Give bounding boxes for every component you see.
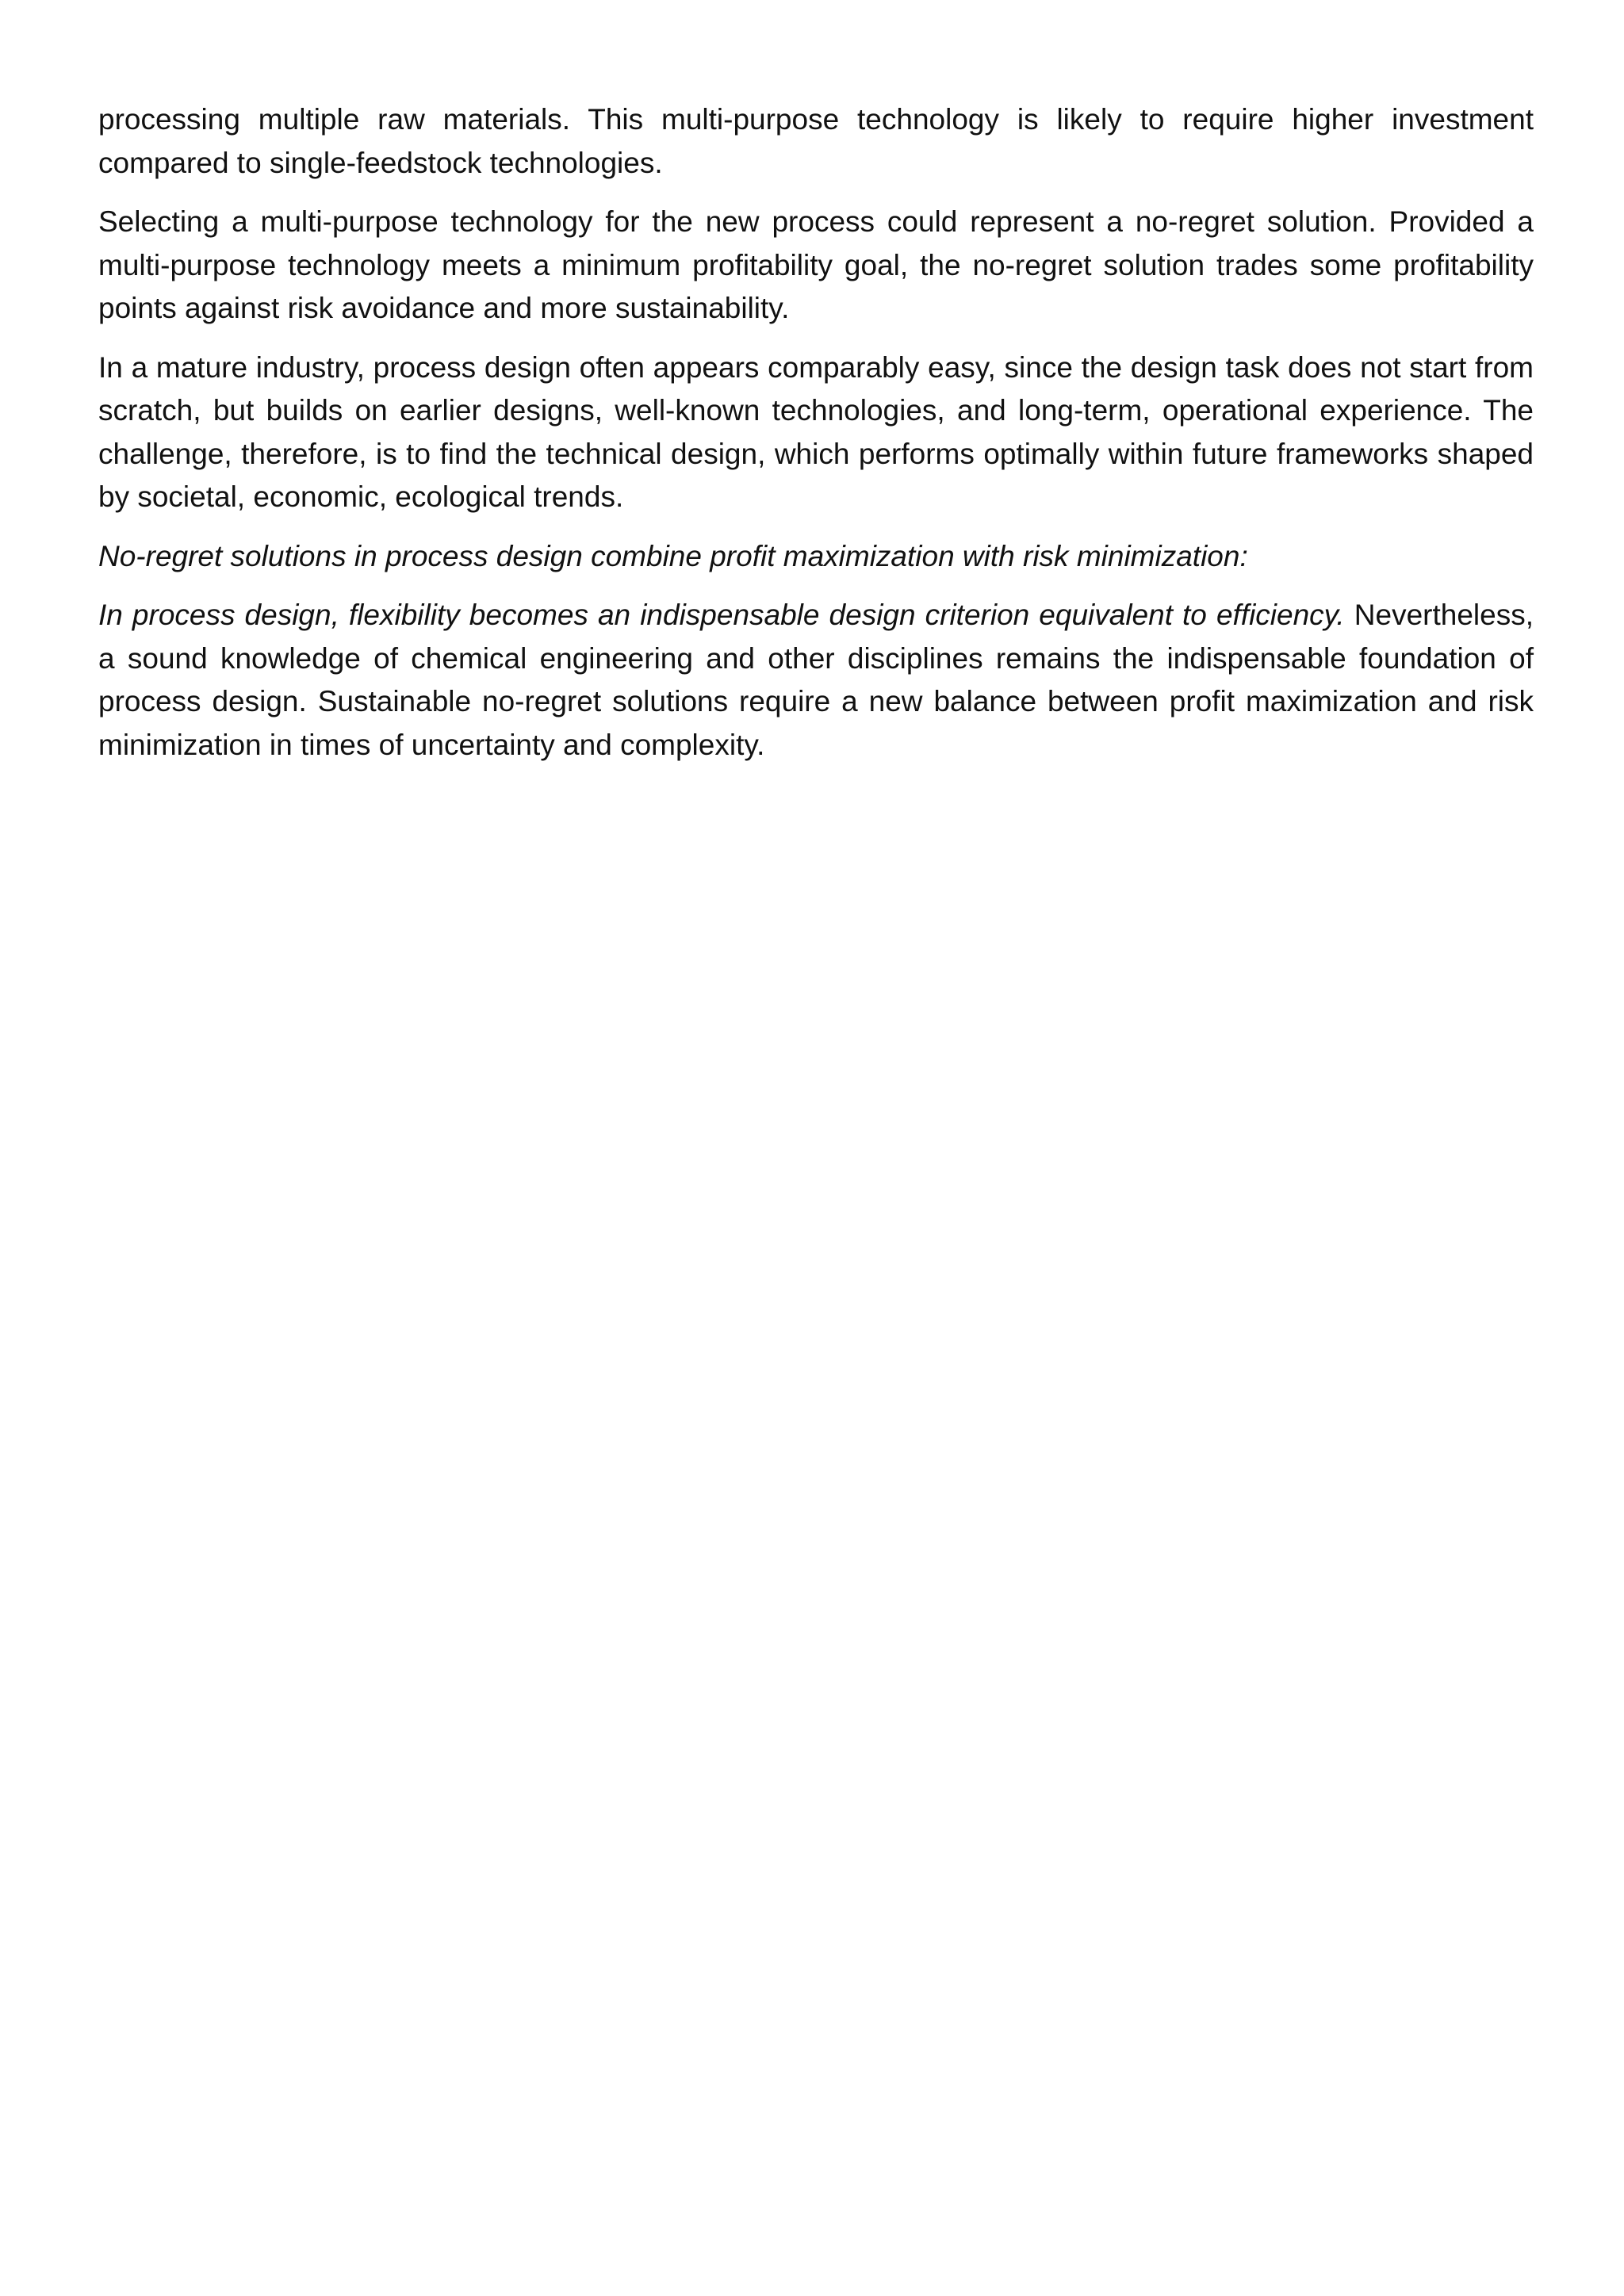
italic-statement: No-regret solutions in process design combine profit maximization with risk minimization: bbox=[98, 539, 1248, 572]
paragraph-text: Selecting a multi-purpose technology for the new process could represent a no-regret solution. Provided a multi-purpose technology meets a minimum profitability goal, the no-regret solution trades some profitability points against risk avoidance and more sustainability. bbox=[98, 205, 1534, 324]
document-page bbox=[98, 98, 1534, 783]
paragraph-text: processing multiple raw materials. This multi-purpose technology is likely to require higher investment compared to single-feedstock technologies. bbox=[98, 103, 1534, 179]
paragraph-no-regret-solution bbox=[98, 201, 1534, 331]
paragraph-no-regret-definition bbox=[98, 535, 1534, 579]
paragraph-text: In a mature industry, process design often appears comparably easy, since the design task does not start from scratch, but builds on earlier designs, well-known technologies, and long-term, operational experience. The challenge, therefore, is to find the technical design, which performs optimally within future frameworks shaped by societal, economic, ecological trends. bbox=[98, 350, 1534, 513]
paragraph-text: Nevertheless, a sound knowledge of chemical engineering and other disciplines remains the indispensable foundation of process design. Sustainable no-regret solutions require a new balance between profit maximization and risk minimization in times of uncertainty and complexity. bbox=[98, 599, 1534, 761]
paragraph-mature-industry bbox=[98, 346, 1534, 519]
paragraph-flexibility-criterion bbox=[98, 594, 1534, 767]
italic-statement: In process design, flexibility becomes an indispensable design criterion equivalent to efficiency. bbox=[98, 599, 1345, 631]
paragraph-multi-purpose-investment bbox=[98, 98, 1534, 185]
